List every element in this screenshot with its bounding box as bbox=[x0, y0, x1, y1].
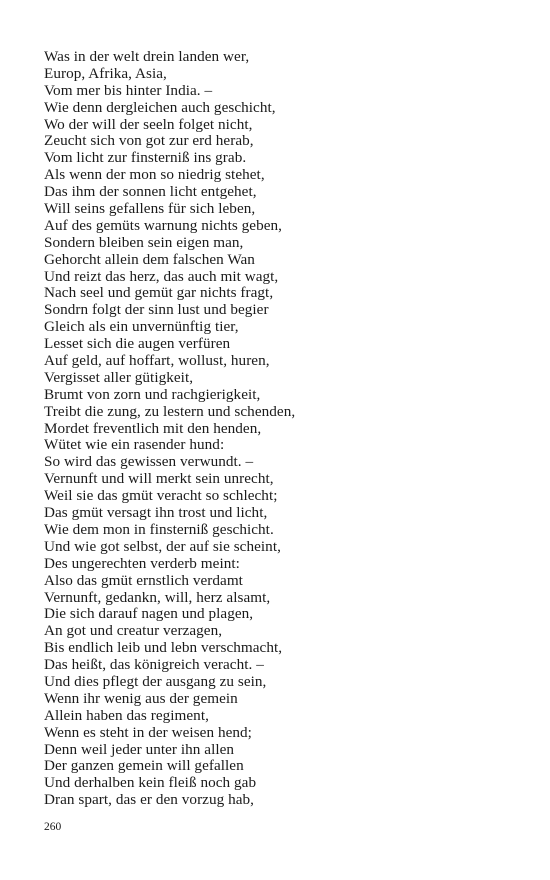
verse-line: Treibt die zung, zu lestern und schenden, bbox=[44, 402, 296, 420]
verse-line: An got und creatur verzagen, bbox=[44, 622, 223, 640]
verse-line: Gehorcht allein dem falschen Wan bbox=[44, 250, 255, 268]
verse-line: Und reizt das herz, das auch mit wagt, bbox=[44, 267, 279, 285]
verse-line: Und dies pflegt der ausgang zu sein, bbox=[44, 672, 267, 690]
verse-line: Was in der welt drein landen wer, bbox=[44, 48, 250, 65]
verse-line: Vernunft, gedankn, will, herz alsamt, bbox=[44, 588, 271, 606]
verse-line: Vom mer bis hinter India. – bbox=[44, 81, 213, 99]
verse-line: Gleich als ein unvernünftig tier, bbox=[44, 318, 239, 336]
verse-line: Wenn es steht in der weisen hend; bbox=[44, 723, 252, 741]
verse-line: Brumt von zorn und rachgierigkeit, bbox=[44, 385, 261, 403]
verse-line: Sondrn folgt der sinn lust und begier bbox=[44, 301, 269, 319]
verse-line: Das ihm der sonnen licht entgehet, bbox=[44, 183, 257, 201]
verse-line: Wo der will der seeln folget nicht, bbox=[44, 115, 253, 133]
verse-line: Das gmüt versagt ihn trost und licht, bbox=[44, 504, 268, 522]
verse-line: Wenn ihr wenig aus der gemein bbox=[44, 689, 238, 707]
verse-line: Sondern bleiben sein eigen man, bbox=[44, 233, 244, 251]
verse-line: Nach seel und gemüt gar nichts fragt, bbox=[44, 284, 274, 302]
verse-line: Wütet wie ein rasender hund: bbox=[44, 436, 225, 454]
page-number: 260 bbox=[44, 821, 62, 833]
verse-line: Lesset sich die augen verfüren bbox=[44, 335, 231, 353]
verse-line: Wie denn dergleichen auch geschicht, bbox=[44, 98, 276, 116]
verse-line: Wie dem mon in finsterniß geschicht. bbox=[44, 520, 274, 538]
verse-line: Denn weil jeder unter ihn allen bbox=[44, 740, 235, 758]
verse-line: Das heißt, das königreich veracht. – bbox=[44, 656, 264, 674]
verse-line: Also das gmüt ernstlich verdamt bbox=[44, 571, 243, 589]
verse-line: Zeucht sich von got zur erd herab, bbox=[44, 132, 254, 150]
verse-line: Will seins gefallens für sich leben, bbox=[44, 200, 256, 218]
verse-line: Und wie got selbst, der auf sie scheint, bbox=[44, 537, 281, 555]
verse-line: Des ungerechten verderb meint: bbox=[44, 554, 240, 572]
verse-line: Bis endlich leib und lebn verschmacht, bbox=[44, 639, 283, 657]
poem-text bbox=[44, 49, 295, 809]
verse-line: Auf geld, auf hoffart, wollust, huren, bbox=[44, 352, 270, 370]
verse-line: Vernunft und will merkt sein unrecht, bbox=[44, 470, 274, 488]
verse-line: Europ, Afrika, Asia, bbox=[44, 64, 167, 82]
verse-line: Als wenn der mon so niedrig stehet, bbox=[44, 166, 265, 184]
verse-line: Vom licht zur finsterniß ins grab. bbox=[44, 149, 247, 167]
verse-line: Die sich darauf nagen und plagen, bbox=[44, 605, 254, 623]
verse-line: Weil sie das gmüt veracht so schlecht; bbox=[44, 487, 278, 505]
verse-line: So wird das gewissen verwundt. – bbox=[44, 453, 254, 471]
verse-line: Vergisset aller gütigkeit, bbox=[44, 368, 194, 386]
verse-line: Der ganzen gemein will gefallen bbox=[44, 757, 244, 775]
verse-line: Auf des gemüts warnung nichts geben, bbox=[44, 216, 282, 234]
verse-line: Dran spart, das er den vorzug hab, bbox=[44, 791, 255, 809]
verse-line: Und derhalben kein fleiß noch gab bbox=[44, 774, 257, 792]
verse-line: Allein haben das regiment, bbox=[44, 706, 209, 724]
verse-line: Mordet freventlich mit den henden, bbox=[44, 419, 262, 437]
